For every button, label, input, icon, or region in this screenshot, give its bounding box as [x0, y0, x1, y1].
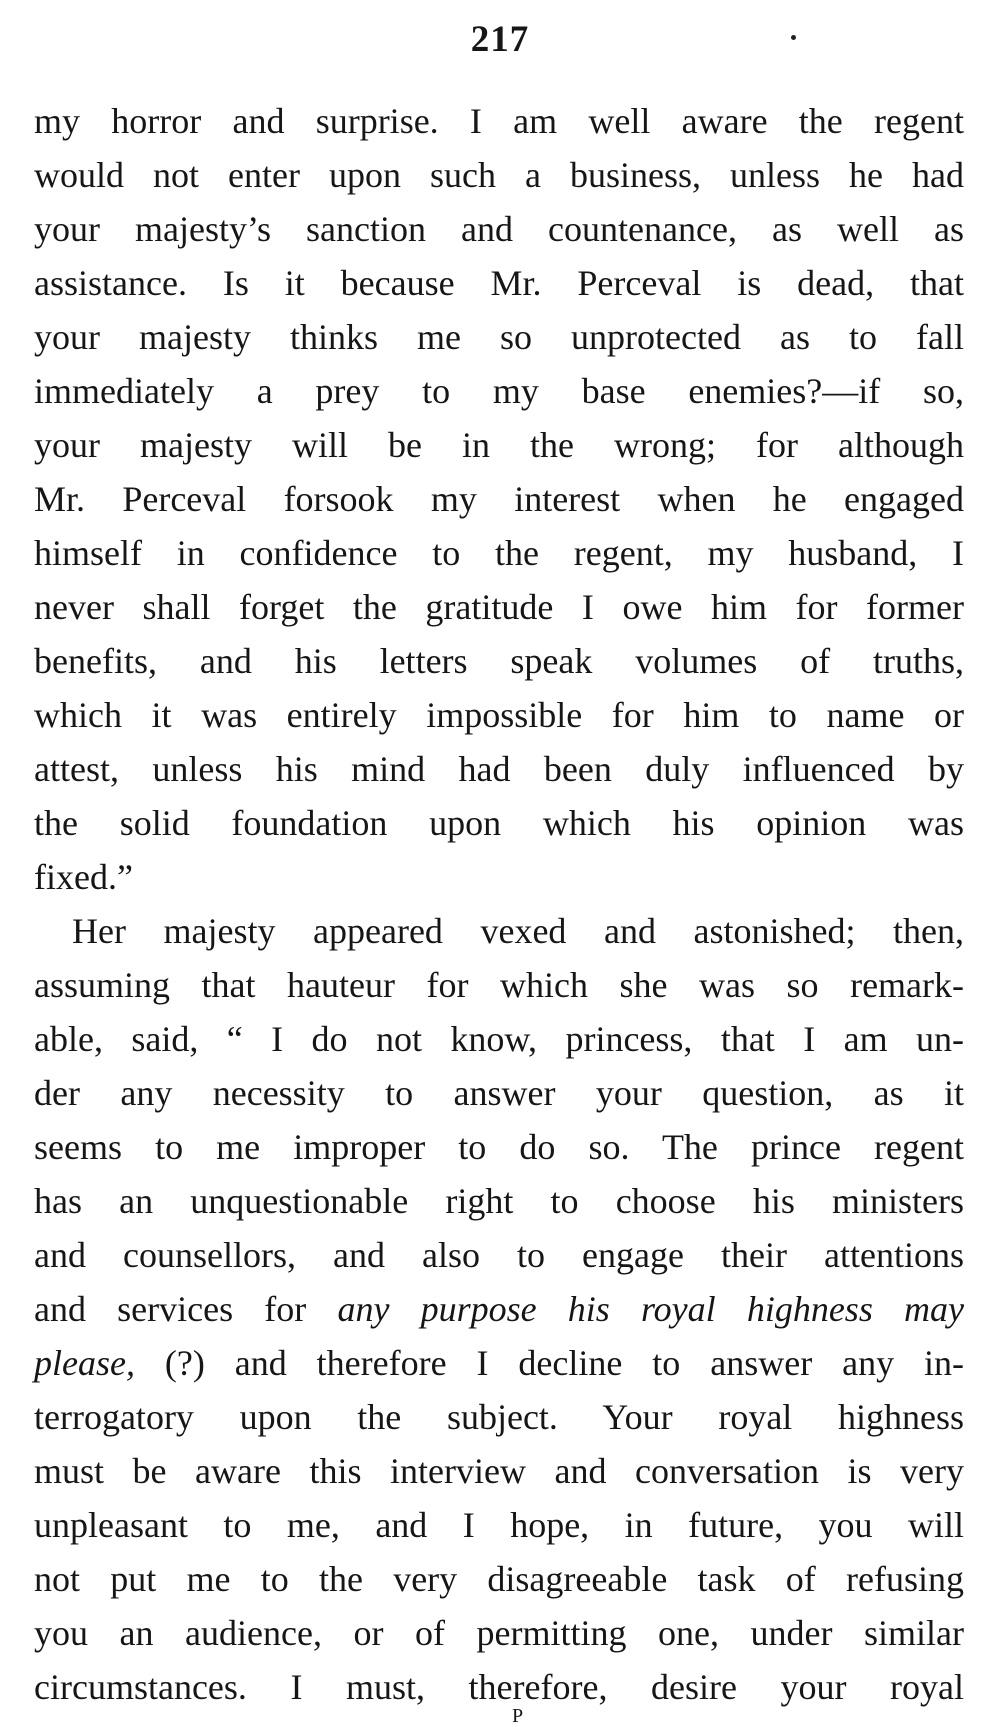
text-line: which it was entirely impossible for him to name or	[34, 695, 964, 735]
italic-text-run: please,	[34, 1343, 135, 1383]
text-line: unpleasant to me, and I hope, in future, you will	[34, 1505, 964, 1545]
text-run: (?) and therefore I decline to answer any in-	[134, 1343, 964, 1383]
text-line: the solid foundation upon which his opinion was	[34, 803, 964, 843]
text-line: terrogatory upon the subject. Your royal highness	[34, 1397, 964, 1437]
text-line: your majesty will be in the wrong; for although	[34, 425, 964, 465]
text-line: your majesty’s sanction and countenance, as well as	[34, 209, 964, 249]
signature-mark: P	[512, 1705, 524, 1727]
text-line: assistance. Is it because Mr. Perceval is dead, that	[34, 263, 964, 303]
text-line: attest, unless his mind had been duly influenced by	[34, 749, 964, 789]
text-line: not put me to the very disagreeable task of refusing	[34, 1559, 964, 1599]
body-text	[34, 94, 964, 1714]
text-line: benefits, and his letters speak volumes of truths,	[34, 641, 964, 681]
text-line: must be aware this interview and conversation is very	[34, 1451, 964, 1491]
text-line: assuming that hauteur for which she was so remark-	[34, 965, 964, 1005]
text-line: Mr. Perceval forsook my interest when he engaged	[34, 479, 964, 519]
text-line: has an unquestionable right to choose his ministers	[34, 1181, 964, 1221]
italic-text-run: any purpose his royal highness may	[337, 1289, 964, 1329]
text-line: himself in confidence to the regent, my husband, I	[34, 533, 964, 573]
text-line-mixed	[34, 1282, 964, 1336]
text-line: circumstances. I must, therefore, desire your royal	[34, 1667, 964, 1707]
page-number: 217	[470, 19, 530, 60]
text-line: you an audience, or of permitting one, under similar	[34, 1613, 964, 1653]
ink-speck	[791, 35, 796, 40]
text-line: able, said, “ I do not know, princess, that I am un-	[34, 1019, 964, 1059]
text-line: would not enter upon such a business, unless he had	[34, 155, 964, 195]
text-line: seems to me improper to do so. The prince regent	[34, 1127, 964, 1167]
paragraph-first-line: Her majesty appeared vexed and astonished; then,	[72, 911, 964, 951]
text-line: never shall forget the gratitude I owe him for former	[34, 587, 964, 627]
text-line: my horror and surprise. I am well aware the regent	[34, 101, 964, 141]
text-run: and services for	[34, 1289, 338, 1329]
text-line: fixed.”	[34, 857, 133, 897]
text-line: immediately a prey to my base enemies?—if so,	[34, 371, 964, 411]
text-line-mixed	[34, 1336, 964, 1390]
text-line: your majesty thinks me so unprotected as to fall	[34, 317, 964, 357]
text-line: der any necessity to answer your question, as it	[34, 1073, 964, 1113]
text-line: and counsellors, and also to engage their attentions	[34, 1235, 964, 1275]
